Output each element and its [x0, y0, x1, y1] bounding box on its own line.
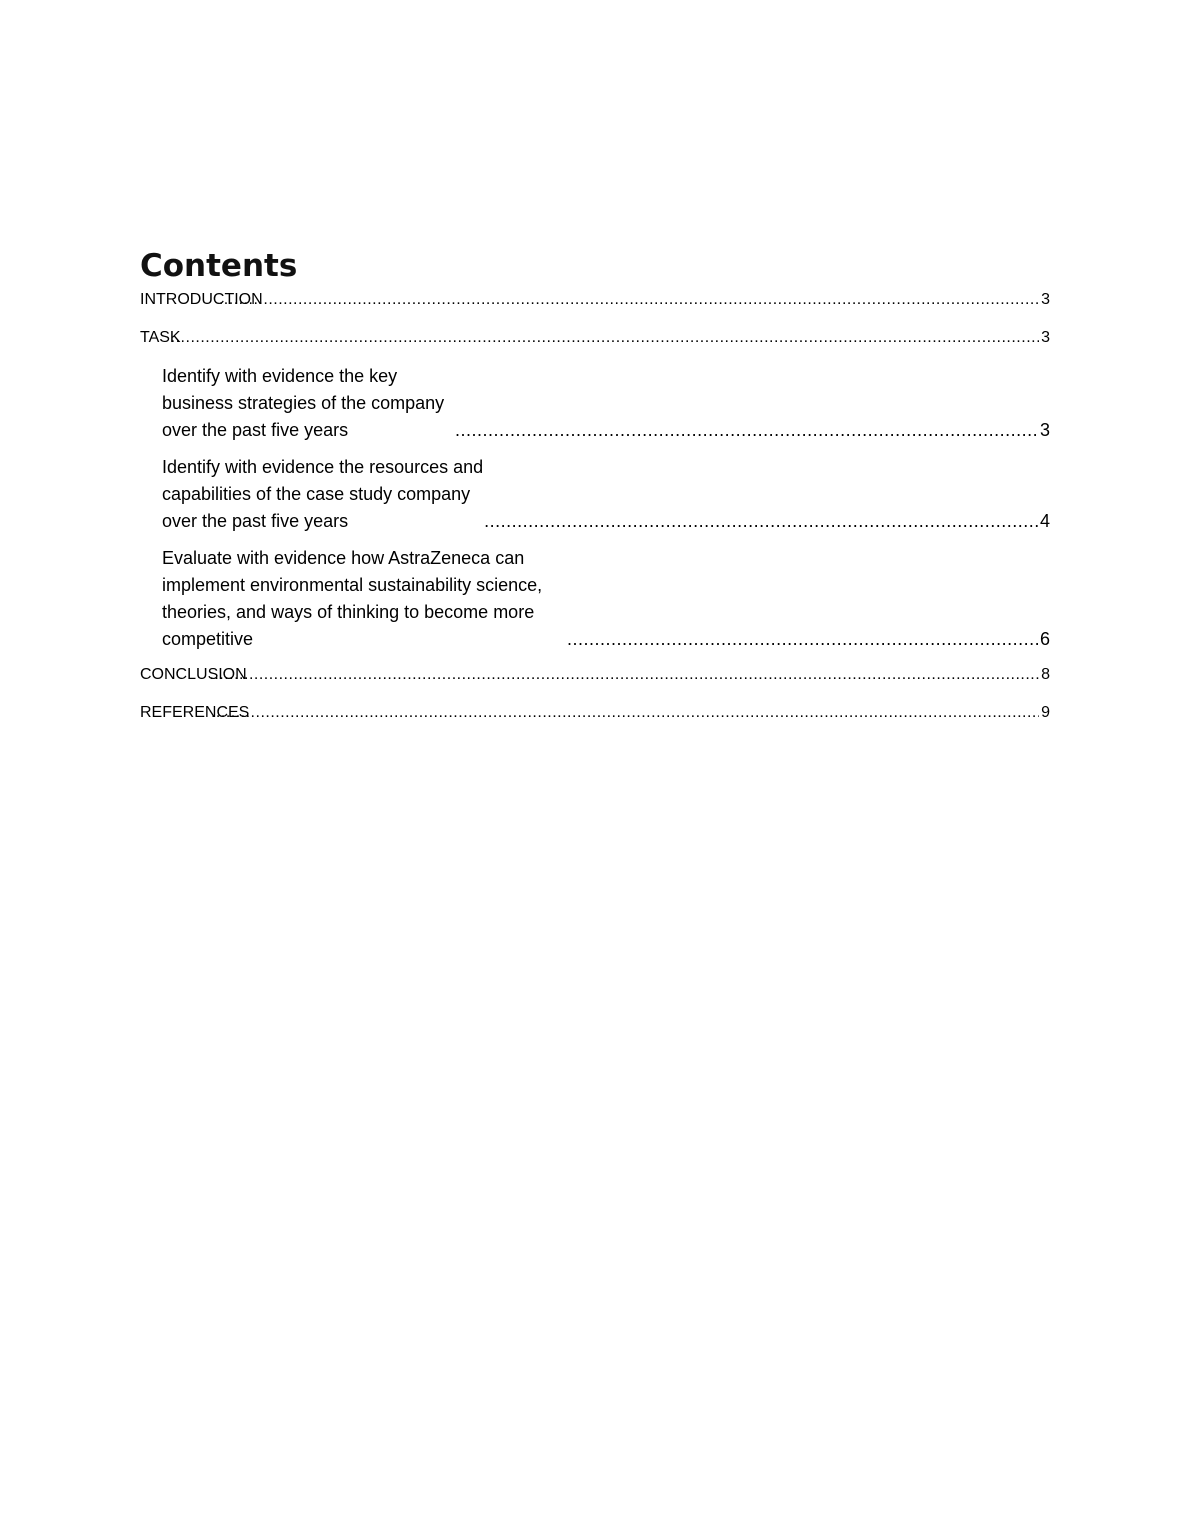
toc-dot-leader: [567, 626, 1038, 653]
toc-entry-label: TASK: [140, 328, 186, 346]
toc-entry-business-strategies[interactable]: [140, 363, 1050, 444]
toc-entry-task[interactable]: [140, 326, 1050, 350]
toc-page-number: 8: [1041, 666, 1050, 683]
toc-entry-label: Evaluate with evidence how AstraZeneca can implement environmental sustainability science, theories, and ways of thinking to become more competitive: [162, 548, 543, 649]
toc-page-number: 6: [1039, 629, 1050, 649]
toc-page-number: 3: [1039, 420, 1050, 440]
toc-entry-label: Identify with evidence the resources and capabilities of the case study company over the past five years: [162, 457, 484, 531]
toc-page-number: 3: [1041, 291, 1050, 308]
toc-dot-leader: [484, 508, 1038, 535]
toc-entry-conclusion[interactable]: [140, 663, 1050, 687]
toc-entry-introduction[interactable]: [140, 288, 1050, 312]
toc-dot-leader: [211, 701, 1039, 725]
toc-entry-label: Identify with evidence the key business strategies of the company over the past five years: [162, 366, 445, 440]
toc-page-number: 9: [1041, 703, 1050, 721]
toc-entry-resources-capabilities[interactable]: [140, 454, 1050, 535]
table-of-contents: [140, 246, 1050, 738]
toc-dot-leader: [209, 663, 1039, 687]
toc-entry-references[interactable]: [140, 701, 1050, 725]
toc-dot-leader: [219, 288, 1039, 312]
toc-entry-label: INTRODUCTION: [140, 291, 263, 308]
toc-entry-environmental-sustainability[interactable]: [140, 545, 1050, 653]
toc-page-number: 4: [1039, 511, 1050, 531]
toc-list: [140, 288, 1050, 725]
toc-entry-label: CONCLUSION: [140, 666, 247, 683]
toc-dot-leader: [171, 326, 1039, 350]
toc-dot-leader: [455, 417, 1038, 444]
toc-page-number: 3: [1041, 328, 1050, 346]
toc-heading: Contents: [140, 248, 298, 284]
toc-entry-label: REFERENCES: [140, 703, 250, 721]
